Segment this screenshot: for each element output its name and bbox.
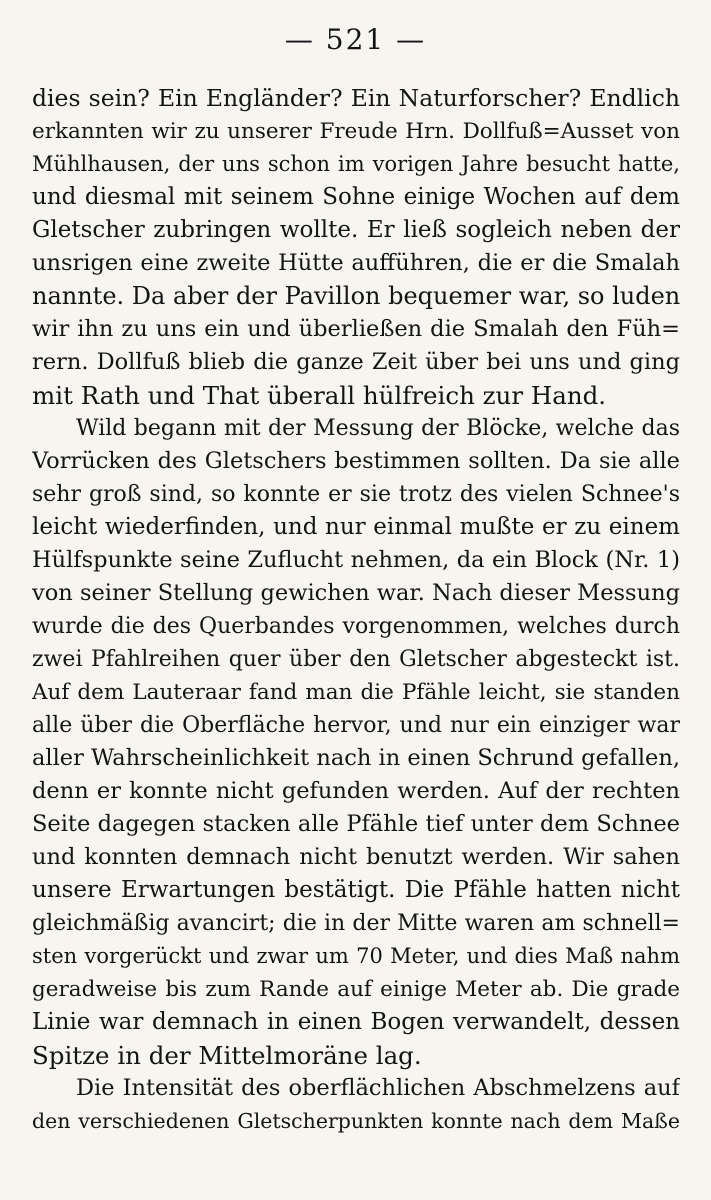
- text-line: Die Intensität des oberflächlichen Abschmelzens auf: [76, 1075, 680, 1101]
- text-line: wir ihn zu uns ein und überließen die Smalah den Füh=: [32, 316, 680, 342]
- text-line: wurde die des Querbandes vorgenommen, welches durch: [32, 614, 680, 639]
- text-line: leicht wiederfinden, und nur einmal mußte er zu einem: [32, 514, 680, 540]
- text-line: Mühlhausen, der uns schon im vorigen Jahre besucht hatte,: [32, 152, 680, 176]
- text-line: sehr groß sind, so konnte er sie trotz des vielen Schnee's: [32, 482, 680, 507]
- text-line: sten vorgerückt und zwar um 70 Meter, und dies Maß nahm: [32, 944, 680, 968]
- text-line: aller Wahrscheinlichkeit nach in einen Schrund gefallen,: [32, 745, 680, 771]
- text-line: zwei Pfahlreihen quer über den Gletscher abgesteckt ist.: [32, 647, 680, 672]
- text-line: den verschiedenen Gletscherpunkten konnte nach dem Maße: [32, 1109, 680, 1133]
- text-line: Hülfspunkte seine Zuflucht nehmen, da ein Block (Nr. 1): [32, 547, 680, 573]
- text-line: nannte. Da aber der Pavillon bequemer war, so luden: [32, 282, 680, 310]
- text-line: Auf dem Lauteraar fand man die Pfähle leicht, sie standen: [32, 680, 680, 705]
- text-line: und diesmal mit seinem Sohne einige Wochen auf dem: [32, 184, 680, 210]
- text-line: geradweise bis zum Rande auf einige Meter ab. Die grade: [32, 977, 680, 1002]
- text-line: denn er konnte nicht gefunden werden. Auf der rechten: [32, 778, 680, 804]
- text-line: Wild begann mit der Messung der Blöcke, welche das: [76, 416, 680, 441]
- text-line: Spitze in der Mittelmoräne lag.: [32, 1041, 422, 1070]
- text-line: mit Rath und That überall hülfreich zur Hand.: [32, 381, 607, 410]
- text-line: von seiner Stellung gewichen war. Nach dieser Messung: [32, 580, 680, 606]
- page-number: — 521 —: [284, 23, 427, 56]
- text-line: und konnten demnach nicht benutzt werden. Wir sahen: [32, 844, 680, 870]
- text-line: erkannten wir zu unserer Freude Hrn. Dollfuß=Ausset von: [32, 119, 680, 144]
- text-line: Linie war demnach in einen Bogen verwandelt, dessen: [32, 1009, 680, 1035]
- text-line: rern. Dollfuß blieb die ganze Zeit über bei uns und ging: [32, 349, 680, 375]
- text-line: alle über die Oberfläche hervor, und nur ein einziger war: [32, 713, 680, 738]
- text-line: Vorrücken des Gletschers bestimmen sollten. Da sie alle: [32, 448, 680, 474]
- text-line: gleichmäßig avancirt; die in der Mitte waren am schnell=: [32, 911, 680, 936]
- text-line: unsrigen eine zweite Hütte aufführen, die er die Smalah: [32, 250, 680, 276]
- text-line: Gletscher zubringen wollte. Er ließ sogleich neben der: [32, 217, 680, 243]
- text-line: Seite dagegen stacken alle Pfähle tief unter dem Schnee: [32, 811, 680, 837]
- text-line: unsere Erwartungen bestätigt. Die Pfähle hatten nicht: [32, 877, 680, 903]
- body-text: [32, 82, 680, 1138]
- text-line: dies sein? Ein Engländer? Ein Naturforscher? Endlich: [32, 84, 680, 112]
